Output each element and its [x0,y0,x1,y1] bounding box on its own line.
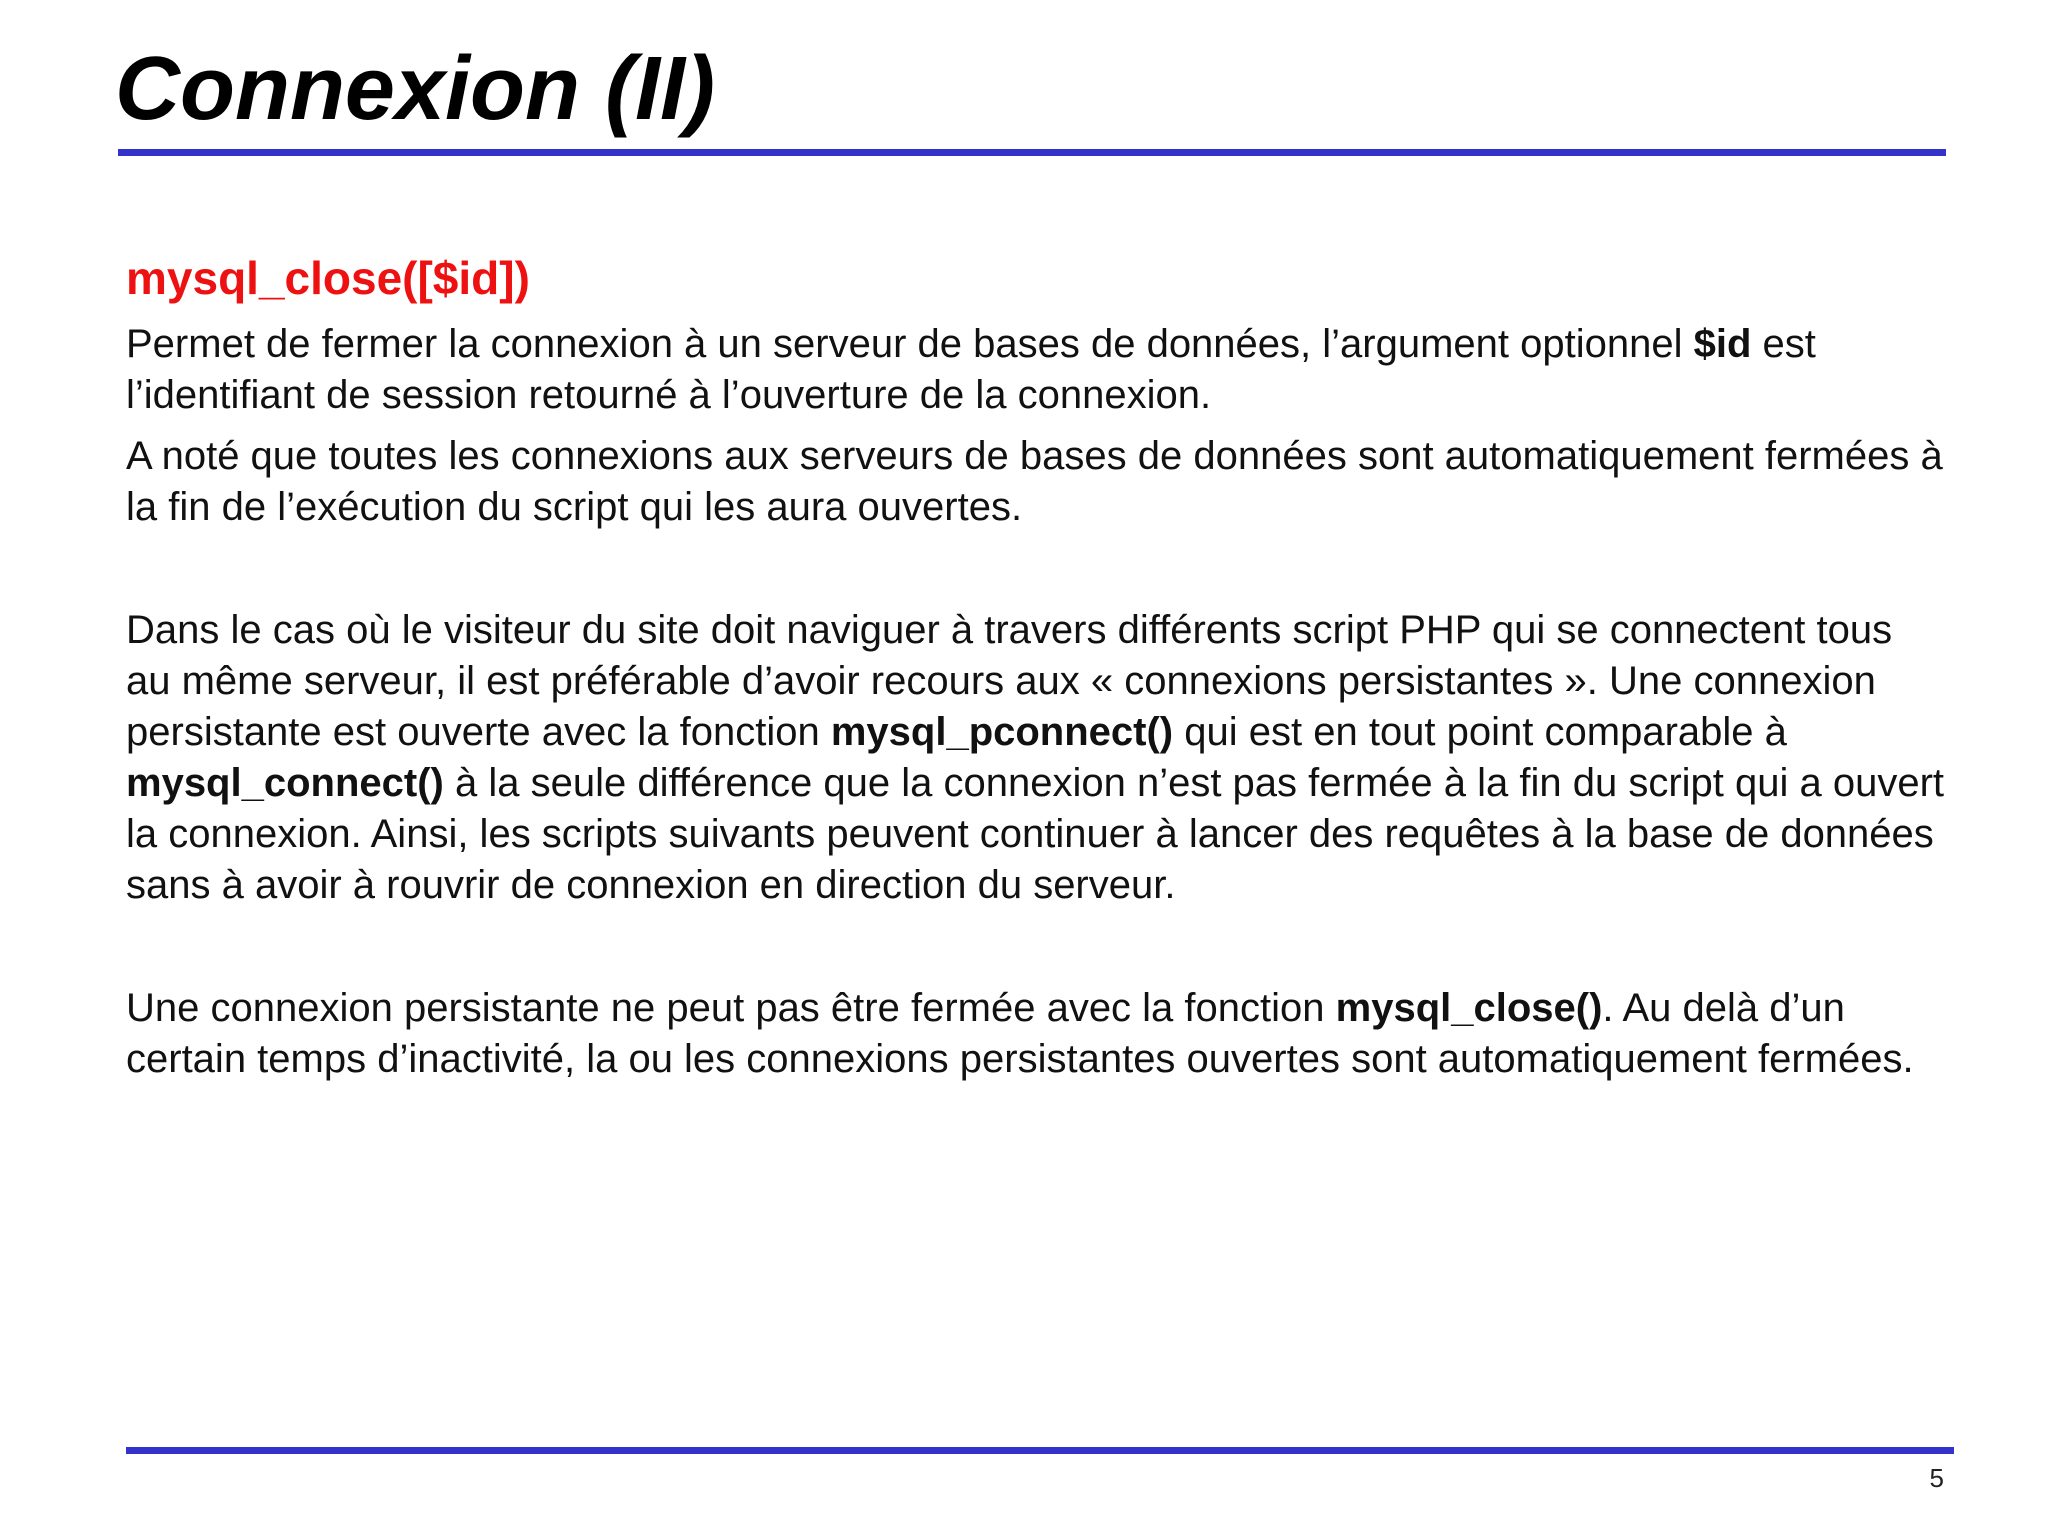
paragraph-closing [126,983,1946,1085]
paragraph-text: Dans le cas où le visiteur du site doit naviguer à travers différents script PHP qui se connectent tous au même serveur, il est préférable d’avoir recours aux « connexions persistantes ». Une connexion persistante est ouverte avec la fonction [126,608,1893,754]
function-name: mysql_pconnect() [830,710,1174,754]
paragraph-text: . Au delà d’un certain temps d’inactivité, la ou les connexions persistantes ouvertes sont automatiquement fermées. [126,986,1914,1081]
paragraph-note: A noté que toutes les connexions aux serveurs de bases de données sont automatiquement fermées à la fin de l’exécution du script qui les aura ouvertes. [126,434,1943,529]
paragraph-description [126,319,1946,421]
slide-title: Connexion (II) [115,39,715,139]
page-number: 5 [1929,1463,1944,1493]
title-divider [118,149,1946,156]
paragraph-text: Une connexion persistante ne peut pas être fermée avec la fonction [126,986,1336,1030]
paragraph-text: Permet de fermer la connexion à un serveur de bases de données, l’argument optionnel [126,322,1694,366]
paragraph-text: est l’identifiant de session retourné à l’ouverture de la connexion. [126,322,1816,417]
function-name: mysql_connect() [126,761,444,805]
function-heading: mysql_close([$id]) [126,252,530,304]
paragraph-persistent-connections [126,605,1946,911]
argument-name: $id [1693,322,1752,366]
slide-body [126,247,1946,1085]
paragraph-text: à la seule différence que la connexion n’est pas fermée à la fin du script qui a ouvert la connexion. Ainsi, les scripts suivants peuvent continuer à lancer des requêtes à la base de données sans à avoir à rouvrir de connexion en direction du serveur. [126,761,1945,907]
paragraph-text: qui est en tout point comparable à [1173,710,1787,754]
footer-divider [126,1447,1954,1454]
function-name: mysql_close() [1335,986,1603,1030]
